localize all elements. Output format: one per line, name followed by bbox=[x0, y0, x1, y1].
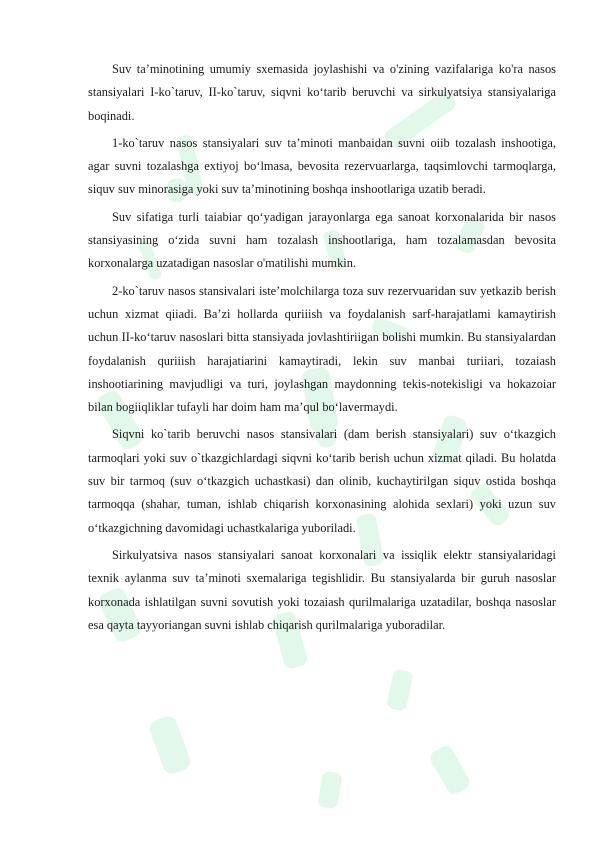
paragraph: 1-ko`taruv nasos stansiyalari suv ta’minoti manbaidan suvni oiib tozalash inshootiga, agar suvni tozalashga extiyoj bo‘lmasa, bevosita rezervuarlarga, taqsimlovchi tarmoqlarga, siquv suv minorasiga yoki suv ta’minotining boshqa inshootlariga uzatib beradi. bbox=[88, 135, 556, 197]
paragraph: Siqvni ko`tarib beruvchi nasos stansivalari (dam berish stansiyalari) suv o‘tkazgich tarmoqlari yoki suv o`tkazgichlardagi siqvni ko‘tarib berish uchun xizmat qiladi. Bu holatda suv bir tarmoq (suv o‘tkazgich uchastkasi) dan olinib, kuchaytirilgan siquv ostida boshqa tarmoqqa (shahar, tuman, ishlab chiqarish korxonasining alohida sexlari) yoki uzun suv o‘tkazgichning davomidagi uchastkalariga yuboriladi. bbox=[88, 427, 556, 535]
document-body bbox=[88, 58, 556, 641]
paragraph: Suv sifatiga turli taiabiar qo‘yadigan jarayonlarga ega sanoat korxonalarida bir nasos stansiyasining o‘zida suvni ham tozalash inshootlariga, ham tozalamasdan bevosita korxonalarga uzatadigan nasoslar o'matilishi mumkin. bbox=[88, 209, 556, 271]
paragraph: 2-ko`taruv nasos stansivalari iste’molchilarga toza suv rezervuaridan suv yetkazib berish uchun xizmat qiiadi. Ba’zi hollarda quriiish va foydalanish sarf-harajatlami kamaytirish uchun II-ko‘taruv nasoslari bitta stansiyada jovlashtiriigan bolishi mumkin. Bu stansiyalardan foydalanish quriiish harajatiarini kamaytiradi, lekin suv manbai turiiari, tozaiash inshootiarining mavjudligi va turi, joylashgan maydonning tekis-notekisligi va hokazoiar bilan bogiiqliklar tufayli har doim ham ma’qul bo‘lavermaydi. bbox=[88, 283, 556, 415]
paragraph: Suv ta’minotining umumiy sxemasida joylashishi va o'zining vazifalariga ko'ra nasos stansiyalari I-ko`taruv, II-ko`taruv, siqvni ko‘tarib beruvchi va sirkulyatsiya stansiyalariga boqinadi. bbox=[88, 62, 556, 123]
paragraph: Sirkulyatsiva nasos stansiyalari sanoat korxonalari va issiqlik elektr stansiyalaridagi texnik aylanma suv ta’minoti sxemalariga tegishlidir. Bu stansiyalarda bir guruh nasoslar korxonada ishlatilgan suvni sovutish yoki tozaiash qurilmalariga uzatadilar, boshqa nasoslar esa qayta tayyoriangan suvni ishlab chiqarish qurilmalariga yuboradilar. bbox=[88, 547, 556, 632]
